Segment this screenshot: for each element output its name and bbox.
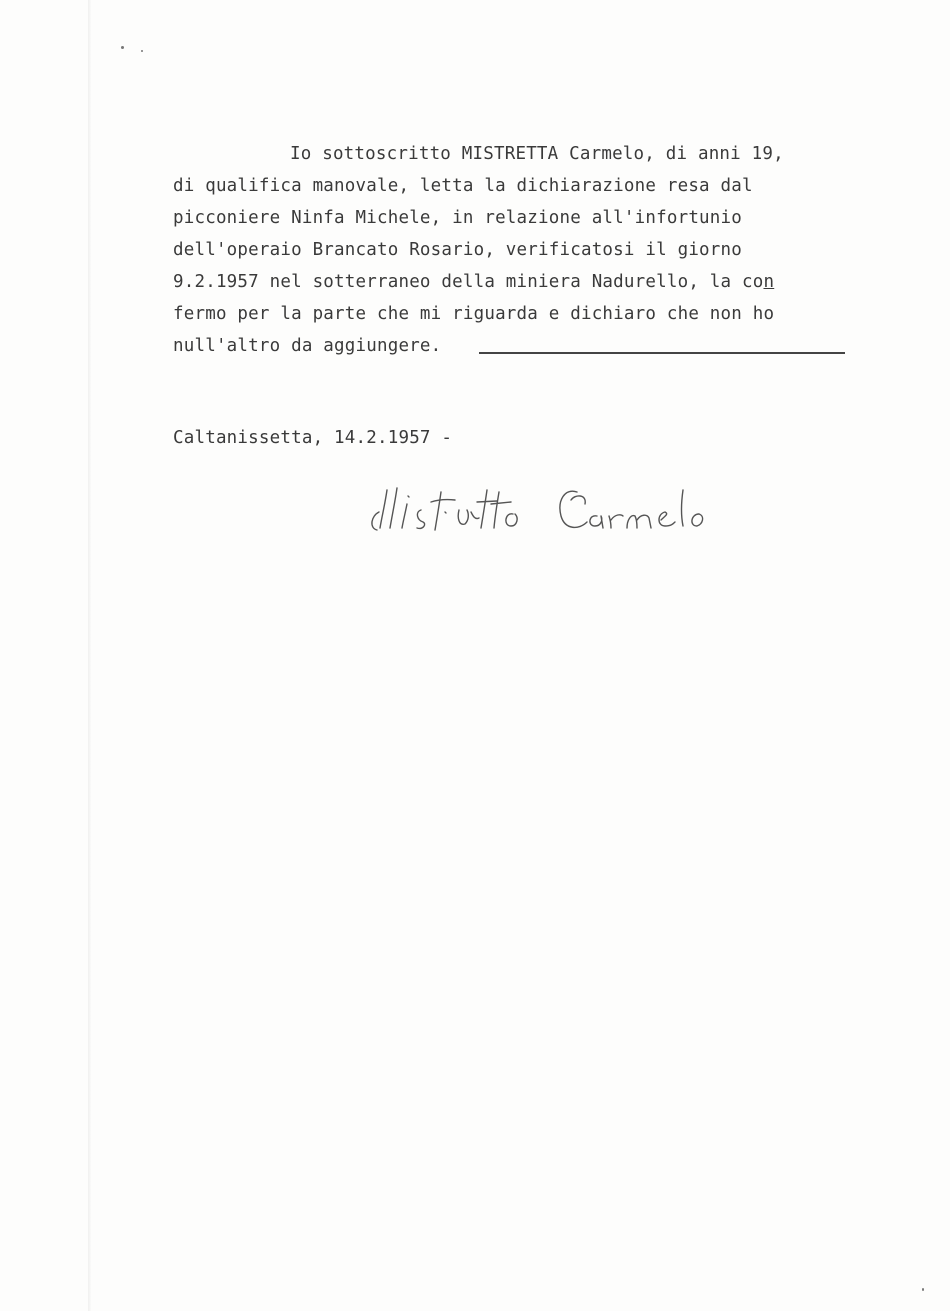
declaration-line-6: fermo per la parte che mi riguarda e dichiaro che non ho xyxy=(173,304,775,324)
declaration-line-4: dell'operaio Brancato Rosario, verificatosi il giorno xyxy=(173,240,743,260)
declaration-line-7: null'altro da aggiungere. xyxy=(173,336,442,356)
declaration-line-3: picconiere Ninfa Michele, in relazione all'infortunio xyxy=(173,208,743,228)
declaration-line-5 xyxy=(173,272,774,292)
ink-speck xyxy=(121,46,124,49)
underlined-letter: n xyxy=(763,272,775,292)
page-edge-shadow xyxy=(88,0,91,1311)
declaration-line-2: di qualifica manovale, letta la dichiarazione resa dal xyxy=(173,176,753,196)
ink-speck xyxy=(922,1288,924,1291)
ink-speck xyxy=(141,50,143,52)
handwritten-signature xyxy=(365,470,725,550)
fill-line xyxy=(479,352,845,354)
place-date: Caltanissetta, 14.2.1957 - xyxy=(173,428,453,448)
declaration-line-5-text: 9.2.1957 nel sotterraneo della miniera Nadurello, la co xyxy=(173,272,764,292)
declaration-line-1: Io sottoscritto MISTRETTA Carmelo, di anni 19, xyxy=(290,144,784,164)
